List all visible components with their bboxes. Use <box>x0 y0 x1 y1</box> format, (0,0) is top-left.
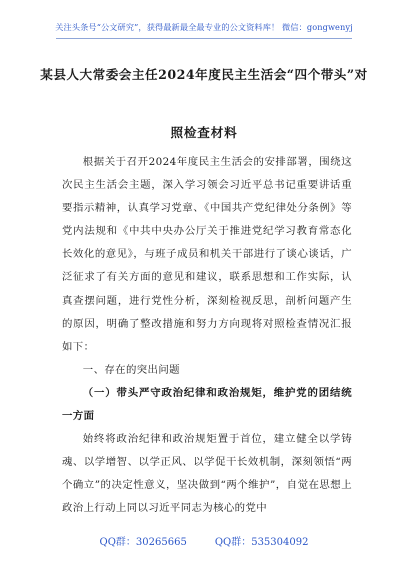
document-subtitle: 照检查材料 <box>170 125 238 140</box>
section-heading: 一、存在的突出问题 <box>82 363 180 376</box>
footer-qq-group-2: QQ群：535304092 <box>214 537 309 548</box>
subsection-heading: （一）带头严守政治纪律和政治规矩，维护党的团结统一方面 <box>62 386 352 423</box>
header-banner: 关注头条号“公文研究”，获得最新最全最专业的公文资料库！ 微信：gongwenyj <box>55 22 353 32</box>
header-divider <box>56 38 352 39</box>
intro-paragraph: 根据关于召开2024年度民主生活会的安排部署，围绕这次民主生活会主题，深入学习领会习近平总书记重要讲话重要指示精神，认真学习党章、《中国共产党纪律处分条例》等党内法规和《中共中央办公厅关于推进党纪学习教育常态化长效化的意见》，与班子成员和机关干部进行了谈心谈话，广泛征求了有关方面的意见和建议，联系思想和工作实际，认真查摆问题，进行党性分析，深刻检视反思，剖析问题产生的原因，明确了整改措施和努力方向现将对照检查情况汇报如下： <box>62 156 352 353</box>
footer-contact <box>0 533 408 548</box>
footer-qq-group-1: QQ群：30265665 <box>99 537 187 548</box>
document-title: 某县人大常委会主任2024年度民主生活会“四个带头”对 <box>40 67 368 82</box>
subsection-paragraph: 始终将政治纪律和政治规矩置于首位，建立健全以学铸魂、以学增智、以学正风、以学促干长效机制，深刻领悟“两个确立”的决定性意义，坚决做到“两个维护”，自觉在思想上政治上行动上同以习近平同志为核心的党中 <box>62 433 352 515</box>
document-body <box>62 151 352 521</box>
